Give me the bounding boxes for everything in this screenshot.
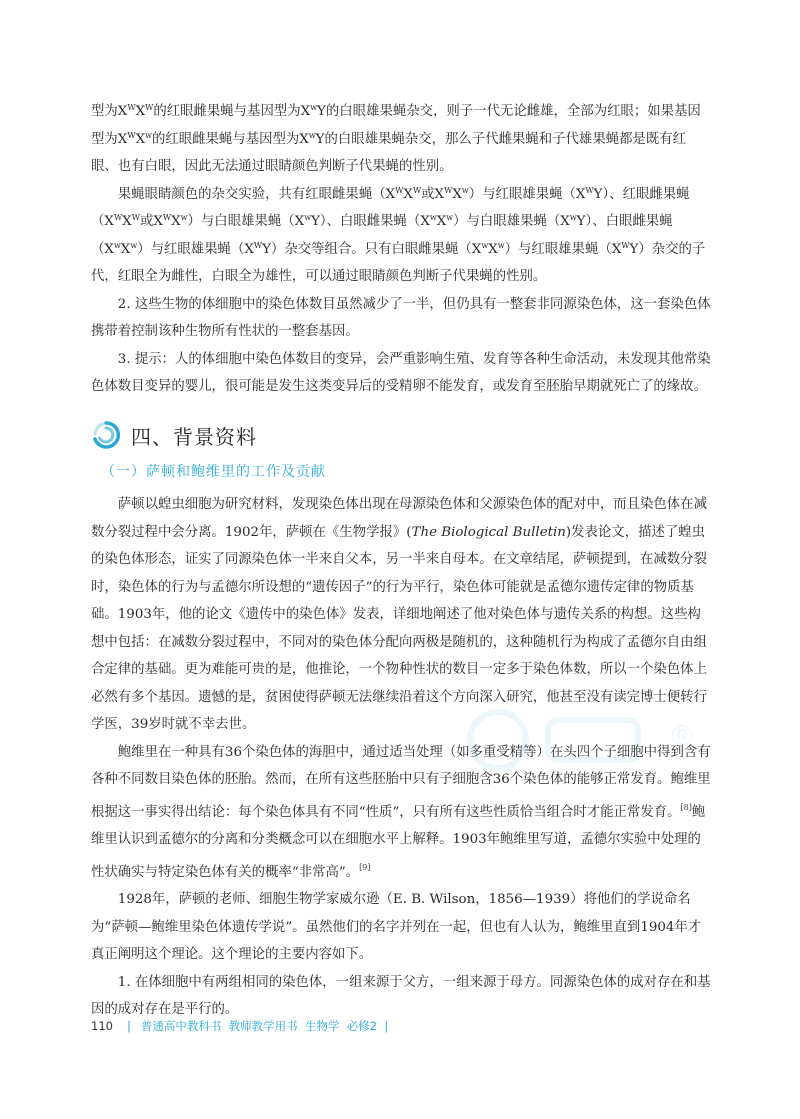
text-run: X <box>135 104 146 119</box>
swirl-icon <box>91 420 121 450</box>
superscript: W <box>621 240 630 250</box>
superscript: W <box>395 185 404 195</box>
text-run: 萨顿以蝗虫细胞为研究材料，发现染色体出现在母源染色体和父源染色体的配对中，而且染色体在减数分裂过程中会分离。1902年，萨顿在《生物学报》( <box>91 497 707 540</box>
top-text-block <box>91 98 711 401</box>
journal-title: The Biological Bulletin <box>411 524 566 540</box>
svg-text:®: ® <box>668 719 696 752</box>
text-run: 型为X <box>91 104 128 119</box>
superscript: W <box>585 185 594 195</box>
reference-marker: [8] <box>680 802 692 812</box>
text-run: 的红眼雌果蝇与基因型为X <box>151 131 309 147</box>
superscript: w <box>429 213 437 222</box>
superscript: w <box>308 130 316 140</box>
superscript: w <box>130 240 138 250</box>
paragraph-answer-2: 2. 这些生物的体细胞中的染色体数目虽然减少了一半，但仍具有一整套非同源染色体，这一套染色体携带着控制该种生物所有性状的一整套基因。 <box>91 296 711 339</box>
paragraph-boveri <box>91 739 711 887</box>
text-run: Y的白眼雄果蝇杂交，则子一代无论雌雄，全部为红眼；如果基因型为X <box>91 104 701 147</box>
page-footer <box>91 1016 388 1036</box>
superscript: w <box>145 130 152 140</box>
superscript: W <box>145 103 154 112</box>
text-run: X <box>135 131 146 147</box>
text-run: 的红眼雌果蝇与基因型为X <box>153 104 311 119</box>
superscript: W <box>127 130 136 140</box>
superscript: W <box>253 240 263 250</box>
page-number: 110 <box>91 1019 113 1033</box>
superscript: w <box>481 240 489 250</box>
reference-marker: [9] <box>359 862 371 872</box>
subsection-title: （一）萨顿和鲍维里的工作及贡献 <box>101 464 326 480</box>
superscript: w <box>113 240 121 250</box>
superscript: W <box>131 213 140 222</box>
paragraph-eye-color-cross: 果蝇眼睛颜色的杂交实验，共有红眼雌果蝇（$X^WX^W$或$X^WX^w$）与红眼雄果蝇$(X^WY)$、红眼雌果蝇（$X^WX^W$或$X^WX^w$）与白眼雄果蝇$(X^wY)$、白眼雌果蝇$(X^wX^w)$与白眼雄果蝇$(X^wY)$、白眼雌果蝇$(X^wX^w)$与红眼雄果蝇$(X^WY)$杂交等组合。只有白眼雌果蝇$(X^wX^w)$与红眼雄果蝇$(X^WY)$杂交的子代，红眼全为雌性，白眼全为雄性，可以通过眼睛颜色判断子代果蝇的性别。 <box>91 185 706 284</box>
text-run: Y的白眼雄果蝇杂交，那么子代雌果蝇和子代雄果蝇都是既有红眼、也有白眼，因此无法通过眼睛颜色判断子代果蝇的性别。 <box>91 131 687 174</box>
superscript: w <box>310 103 318 112</box>
superscript: w <box>569 213 577 222</box>
text-run: )发表论文，描述了蝗虫的染色体形态，证实了同源染色体一半来自父本，另一半来自母本。在文章结尾，萨顿提到，在减数分裂时，染色体的行为与孟德尔所设想的“遗传因子”的行为平行，染色体可能就是孟德尔遗传定律的物质基础。1903年，他的论文《遗传中的染色体》发表，详细地阐述了他对染色体与遗传关系的构想。这些构想中包括：在减数分裂过程中，不同对的染色体分配向两极是随机的，这种随机行为构成了孟德尔自由组合定律的基础。更为难能可贵的是，他推论，一个物种性状的数目一定多于染色体数，所以一个染色体上必然有多个基因。遗憾的是，贫困使得萨顿无法继续沿着这个方向深入研究，他甚至没有读完博士便转行学医，39岁时就不幸去世。 <box>91 524 707 732</box>
superscript: w <box>446 213 454 222</box>
footer-separator: | <box>126 1019 131 1033</box>
paragraph-answer-3: 3. 提示：人的体细胞中染色体数目的变异，会严重影响生殖、发育等各种生命活动，未发现其他常染色体数目变异的婴儿，很可能是发生这类变异后的受精卵不能发育，或发育至胚胎早期就死亡了的缘故。 <box>91 351 711 394</box>
text-run: 鲍维里在一种具有36个染色体的海胆中，通过适当处理（如多重受精等）在头四个子细胞中得到含有各种不同数目染色体的胚胎。然而，在所有这些胚胎中只有子细胞含36个染色体的能够正常发育。鲍维里根据这一事实得出结论：每个染色体具有不同“性质”，只有所有这些性质恰当组合时才能正常发育。 <box>91 744 711 820</box>
paragraph-wilson: 1928年，萨顿的老师、细胞生物学家威尔逊（E. B. Wilson，1856—1939）将他们的学说命名为“萨顿—鲍维里染色体遗传学说”。虽然他们的名字并列在一起，但也有人认为，鲍维里直到1904年才真正阐明这个理论。这个理论的主要内容如下。 <box>91 892 702 962</box>
text-run: 鲍维里认识到孟德尔的分离和分类概念可以在细胞水平上解释。1903年鲍维里写道，孟德尔实验中处理的性状确实与特定染色体有关的概率“非常高”。 <box>91 804 706 880</box>
paragraph-genotype-cross <box>91 98 711 181</box>
book-series-label: 普通高中教科书 教师教学用书 生物学 必修2 | <box>140 1019 389 1033</box>
superscript: W <box>444 185 453 195</box>
section-title: 四、背景资料 <box>131 424 257 449</box>
superscript: w <box>304 213 312 222</box>
superscript: w <box>180 213 188 222</box>
superscript: W <box>127 103 136 112</box>
section-heading <box>91 418 257 452</box>
main-text-block <box>91 491 711 1024</box>
superscript: W <box>113 213 123 222</box>
superscript: W <box>412 185 422 195</box>
superscript: W <box>162 213 172 222</box>
superscript: w <box>461 185 469 195</box>
superscript: w <box>497 240 505 250</box>
paragraph-sutton <box>91 491 711 739</box>
paragraph-theory-point-1: 1. 在体细胞中有两组相同的染色体，一组来源于父方，一组来源于母方。同源染色体的成对存在和基因的成对存在是平行的。 <box>91 974 711 1017</box>
